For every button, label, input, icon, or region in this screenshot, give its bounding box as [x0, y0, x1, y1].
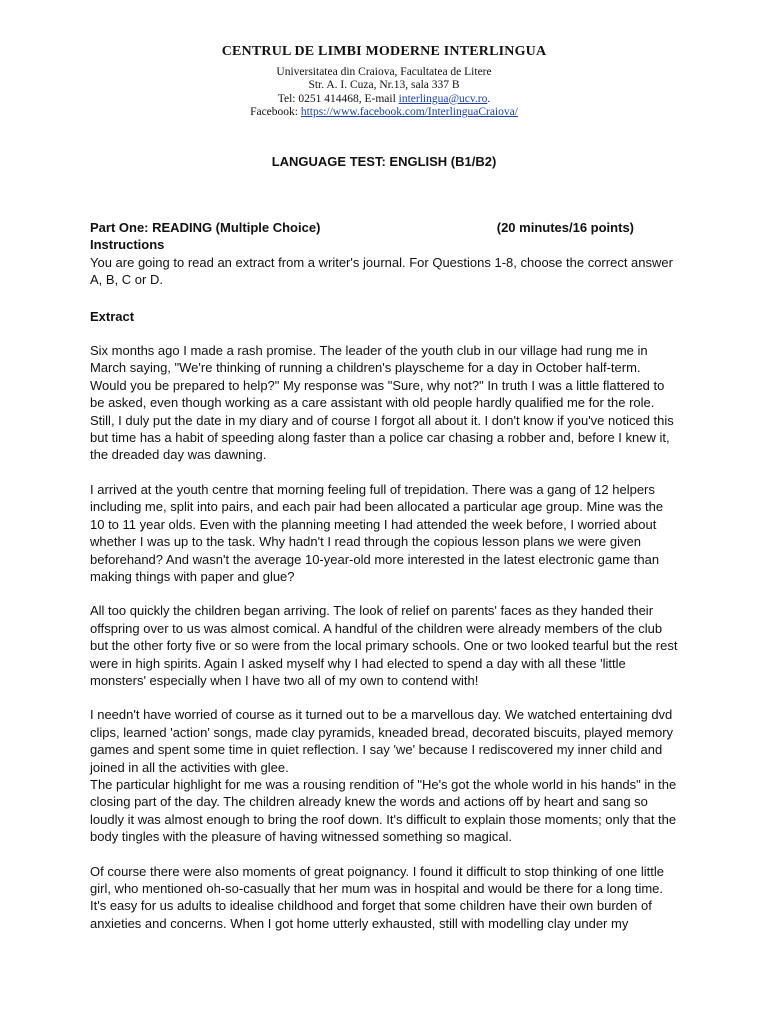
extract-paragraph: I needn't have worried of course as it turned out to be a marvellous day. We watched entertaining dvd clips, learned 'action' songs, made clay pyramids, kneaded bread, decorated biscuits, played memory games and spent some time in quiet reflection. I say 'we' because I rediscovered my inner child and joined in all the activities with glee.	[90, 707, 674, 775]
facebook-line	[0, 106, 768, 119]
contact-line	[0, 93, 768, 106]
letterhead	[0, 44, 768, 119]
facebook-label: Facebook:	[250, 105, 301, 118]
address-line: Str. A. I. Cuza, Nr.13, sala 337 B	[308, 79, 460, 92]
contact-prefix: Tel: 0251 414468, E-mail	[277, 92, 399, 105]
part-timing: (20 minutes/16 points)	[496, 220, 634, 235]
extract-paragraph: Of course there were also moments of great poignancy. I found it difficult to stop thinking of one little girl, who mentioned oh-so-casually that her mum was in hospital and would be there for a long time. It's easy for us adults to idealise childhood and forget that some children have their own burden of anxieties and concerns. When I got home utterly exhausted, still with modelling clay under my	[90, 863, 664, 931]
organization-name: CENTRUL DE LIMBI MODERNE INTERLINGUA	[221, 44, 547, 59]
extract-paragraph: Six months ago I made a rash promise. The leader of the youth club in our village had rung me in March saying, "We're thinking of running a children's playscheme for a day in October half-term. Would you be prepared to help?" My response was "Sure, why not?" In truth I was a little flattered to be asked, even though working as a care assistant with old people hardly qualified me for the role. Still, I duly put the date in my diary and of course I forgot all about it. I don't know if you've noticed this but time has a habit of speeding along faster than a police car chasing a robber and, before I knew it, the dreaded day was dawning.	[90, 343, 674, 463]
university-line: Universitatea din Craiova, Facultatea de Litere	[276, 66, 492, 78]
part-one-header	[90, 219, 678, 236]
extract-paragraph: I arrived at the youth centre that morning feeling full of trepidation. There was a gang of 12 helpers including me, split into pairs, and each pair had been allocated a particular age group. Mine was the 10 to 11 year olds. Even with the planning meeting I had attended the week before, I worried about whether I was up to the task. Why hadn't I read through the copious lesson plans we were given beforehand? And wasn't the average 10-year-old more interested in the latest electronic game than making things with paper and glue?	[90, 481, 664, 584]
extract-paragraph: All too quickly the children began arriving. The look of relief on parents' faces as they handed their offspring over to us was almost comical. A handful of the children were already members of the club but the other forty five or so were from the local primary schools. One or two looked tearful but the rest were in high spirits. Again I asked myself why I had elected to spend a day with all these 'little monsters' especially when I have two all of my own to contend with!	[90, 603, 678, 688]
facebook-link[interactable]: https://www.facebook.com/InterlinguaCraiova/	[300, 105, 518, 118]
extract-heading: Extract	[90, 308, 135, 324]
extract-paragraph: The particular highlight for me was a rousing rendition of "He's got the whole world in his hands" in the closing part of the day. The children already knew the words and actions off by heart and sang so loudly it was almost enough to bring the roof down. It's difficult to explain those moments; only that the body tingles with the pleasure of having witnessed something so magical.	[90, 776, 677, 845]
email-link[interactable]: interlingua@ucv.ro	[398, 92, 488, 105]
instructions-text: You are going to read an extract from a writer's journal. For Questions 1-8, choose the correct answer A, B, C or D.	[90, 254, 673, 288]
contact-suffix: .	[487, 92, 491, 105]
document-body	[90, 219, 678, 932]
test-title: LANGUAGE TEST: ENGLISH (B1/B2)	[271, 154, 497, 169]
instructions-heading: Instructions	[90, 237, 165, 253]
part-title: Part One: READING (Multiple Choice)	[90, 220, 321, 235]
